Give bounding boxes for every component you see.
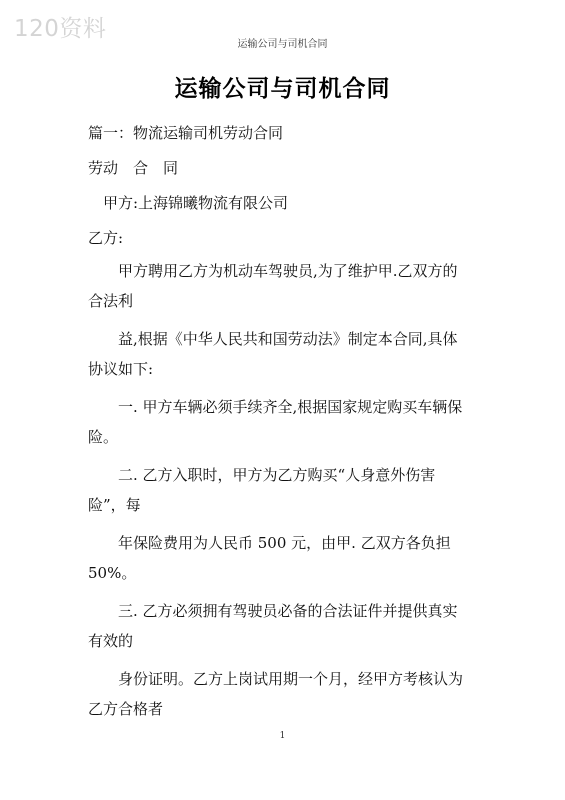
paragraph-line: 合法利 [88,292,134,310]
paragraph-section-heading [88,118,488,148]
paragraph-legal-basis [88,324,488,384]
paragraph-line: 协议如下: [88,360,154,378]
paragraph-line: 二. 乙方入职时，甲方为乙方购买“人身意外伤害 [118,466,436,484]
paragraph-line: 篇一：物流运输司机劳动合同 [88,124,284,142]
paragraph-line: 益,根据《中华人民共和国劳动法》制定本合同,具体 [118,330,458,348]
paragraph-clause-2 [88,460,488,520]
paragraph-line: 甲方:上海锦曦物流有限公司 [103,194,289,212]
paragraph-probation [88,664,488,724]
paragraph-line: 有效的 [88,632,134,650]
paragraph-clause-1 [88,392,488,452]
paragraph-line: 身份证明。乙方上岗试用期一个月，经甲方考核认为 [118,670,464,688]
paragraph-line: 险”，每 [88,496,141,514]
paragraph-line: 乙方合格者 [88,700,164,718]
paragraph-contract-label [88,153,488,183]
paragraph-line: 乙方: [88,229,124,247]
paragraph-line: 险。 [88,428,119,446]
paragraph-line: 年保险费用为人民币 500 元，由甲. 乙双方各负担 [118,534,451,552]
running-header: 运输公司与司机合同 [237,39,328,50]
paragraph-line: 劳动 合 同 [88,159,179,177]
paragraph-party-b [88,223,488,253]
paragraph-line: 一. 甲方车辆必须手续齐全,根据国家规定购买车辆保 [118,398,463,416]
paragraph-hiring [88,256,488,316]
paragraph-line: 甲方聘用乙方为机动车驾驶员,为了维护甲.乙双方的 [118,262,458,280]
paragraph-insurance-cost [88,528,488,588]
page-number: 1 [279,731,286,741]
paragraph-clause-3 [88,596,488,656]
paragraph-line: 50%。 [88,564,137,582]
document-title: 运输公司与司机合同 [174,75,391,102]
paragraph-line: 三. 乙方必须拥有驾驶员必备的合法证件并提供真实 [118,602,458,620]
paragraph-party-a [103,188,503,218]
watermark: 120资料 [14,16,107,42]
